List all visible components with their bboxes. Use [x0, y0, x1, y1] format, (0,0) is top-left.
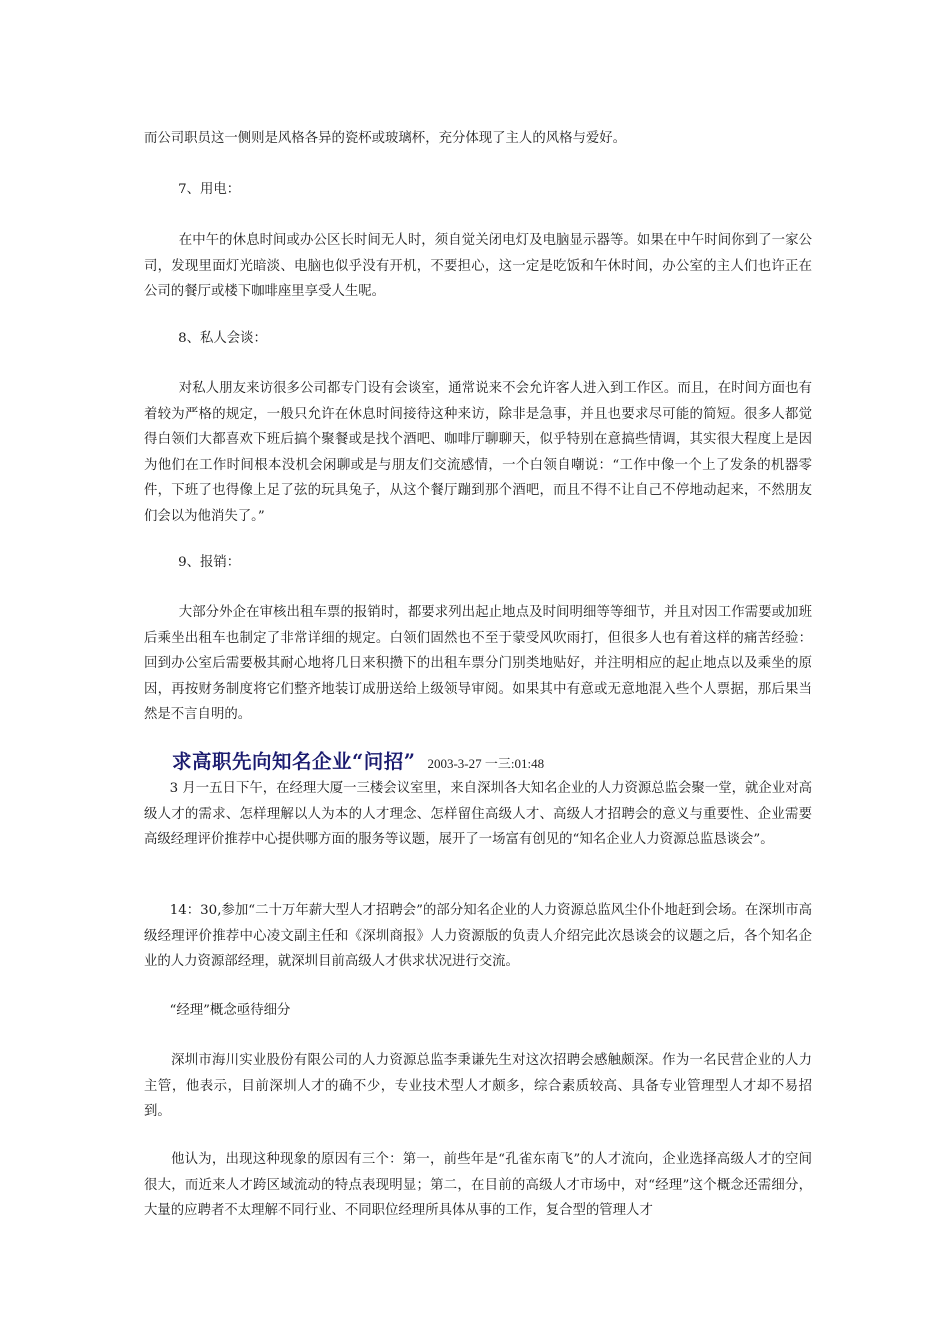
item-8-body: 对私人朋友来访很多公司都专门设有会谈室，通常说来不会允许客人进入到工作区。而且，在时间方面也有着较为严格的规定，一般只允许在休息时间接待这种来访，除非是急事，并且也要求尽可能的简短。很多人都觉得白领们大都喜欢下班后搞个聚餐或是找个酒吧、咖啡厅聊聊天，似乎特别在意搞些情调，其实很大程度上是因为他们在工作时间根本没机会闲聊或是与朋友们交流感情，一个白领自嘲说：“工作中像一个上了发条的机器零件，下班了也得像上足了弦的玩具兔子，从这个餐厅蹦到那个酒吧，而且不得不让自己不停地动起来，不然朋友们会以为他消失了。” — [144, 381, 812, 524]
item-9-body: 大部分外企在审核出租车票的报销时，都要求列出起止地点及时间明细等等细节，并且对因工作需要或加班后乘坐出租车也制定了非常详细的规定。白领们固然也不至于蒙受风吹雨打，但很多人也有着这样的痛苦经验：回到办公室后需要极其耐心地将几日来积攒下的出租车票分门别类地贴好，并注明相应的起止地点以及乘坐的原因，再按财务制度将它们整齐地装订成册送给上级领导审阅。如果其中有意或无意地混入些个人票据，那后果当然是不言自明的。 — [144, 605, 812, 722]
paragraph-cup-ending: 而公司职员这一侧则是风格各异的瓷杯或玻璃杯，充分体现了主人的风格与爱好。 — [144, 131, 627, 146]
article-paragraph-1: 3 月一五日下午，在经理大厦一三楼会议室里，来自深圳各大知名企业的人力资源总监会聚一堂，就企业对高级人才的需求、怎样理解以人为本的人才理念、怎样留住高级人才、高级人才招聘会的意义与重要性、企业需要高级经理评价推荐中心提供哪方面的服务等议题，展开了一场富有创见的“知名企业人力资源总监恳谈会”。 — [144, 781, 812, 847]
article-subheading: “经理”概念亟待细分 — [144, 1003, 291, 1018]
item-7-body: 在中午的休息时间或办公区长时间无人时，须自觉关闭电灯及电脑显示器等。如果在中午时间你到了一家公司，发现里面灯光暗淡、电脑也似乎没有开机，不要担心，这一定是吃饭和午休时间，办公室的主人们也许正在公司的餐厅或楼下咖啡座里享受人生呢。 — [144, 233, 812, 299]
item-9-heading: 9、报销： — [144, 555, 241, 570]
article-date: 2003-3-27 一三:01:48 — [427, 756, 545, 771]
item-7-heading: 7、用电： — [144, 182, 241, 197]
article-header — [172, 746, 544, 774]
article-paragraph-3: 深圳市海川实业股份有限公司的人力资源总监李秉谦先生对这次招聘会感触颇深。作为一名民营企业的人力主管，他表示，目前深圳人才的确不少，专业技术型人才颇多，综合素质较高、具备专业管理型人才却不易招到。 — [144, 1053, 813, 1119]
article-title: 求高职先向知名企业“问招” — [172, 750, 416, 773]
article-paragraph-2: 14：30,参加“二十万年薪大型人才招聘会”的部分知名企业的人力资源总监风尘仆仆地赶到会场。在深圳市高级经理评价推荐中心凌文副主任和《深圳商报》人力资源版的负责人介绍完此次恳谈会的议题之后，各个知名企业的人力资源部经理，就深圳目前高级人才供求状况进行交流。 — [144, 903, 812, 969]
article-paragraph-4: 他认为，出现这种现象的原因有三个：第一，前些年是“孔雀东南飞”的人才流向，企业选择高级人才的空间很大，而近来人才跨区域流动的特点表现明显；第二，在目前的高级人才市场中，对“经理”这个概念还需细分，大量的应聘者不太理解不同行业、不同职位经理所具体从事的工作，复合型的管理人才 — [144, 1152, 812, 1218]
item-8-heading: 8、私人会谈： — [144, 331, 267, 346]
